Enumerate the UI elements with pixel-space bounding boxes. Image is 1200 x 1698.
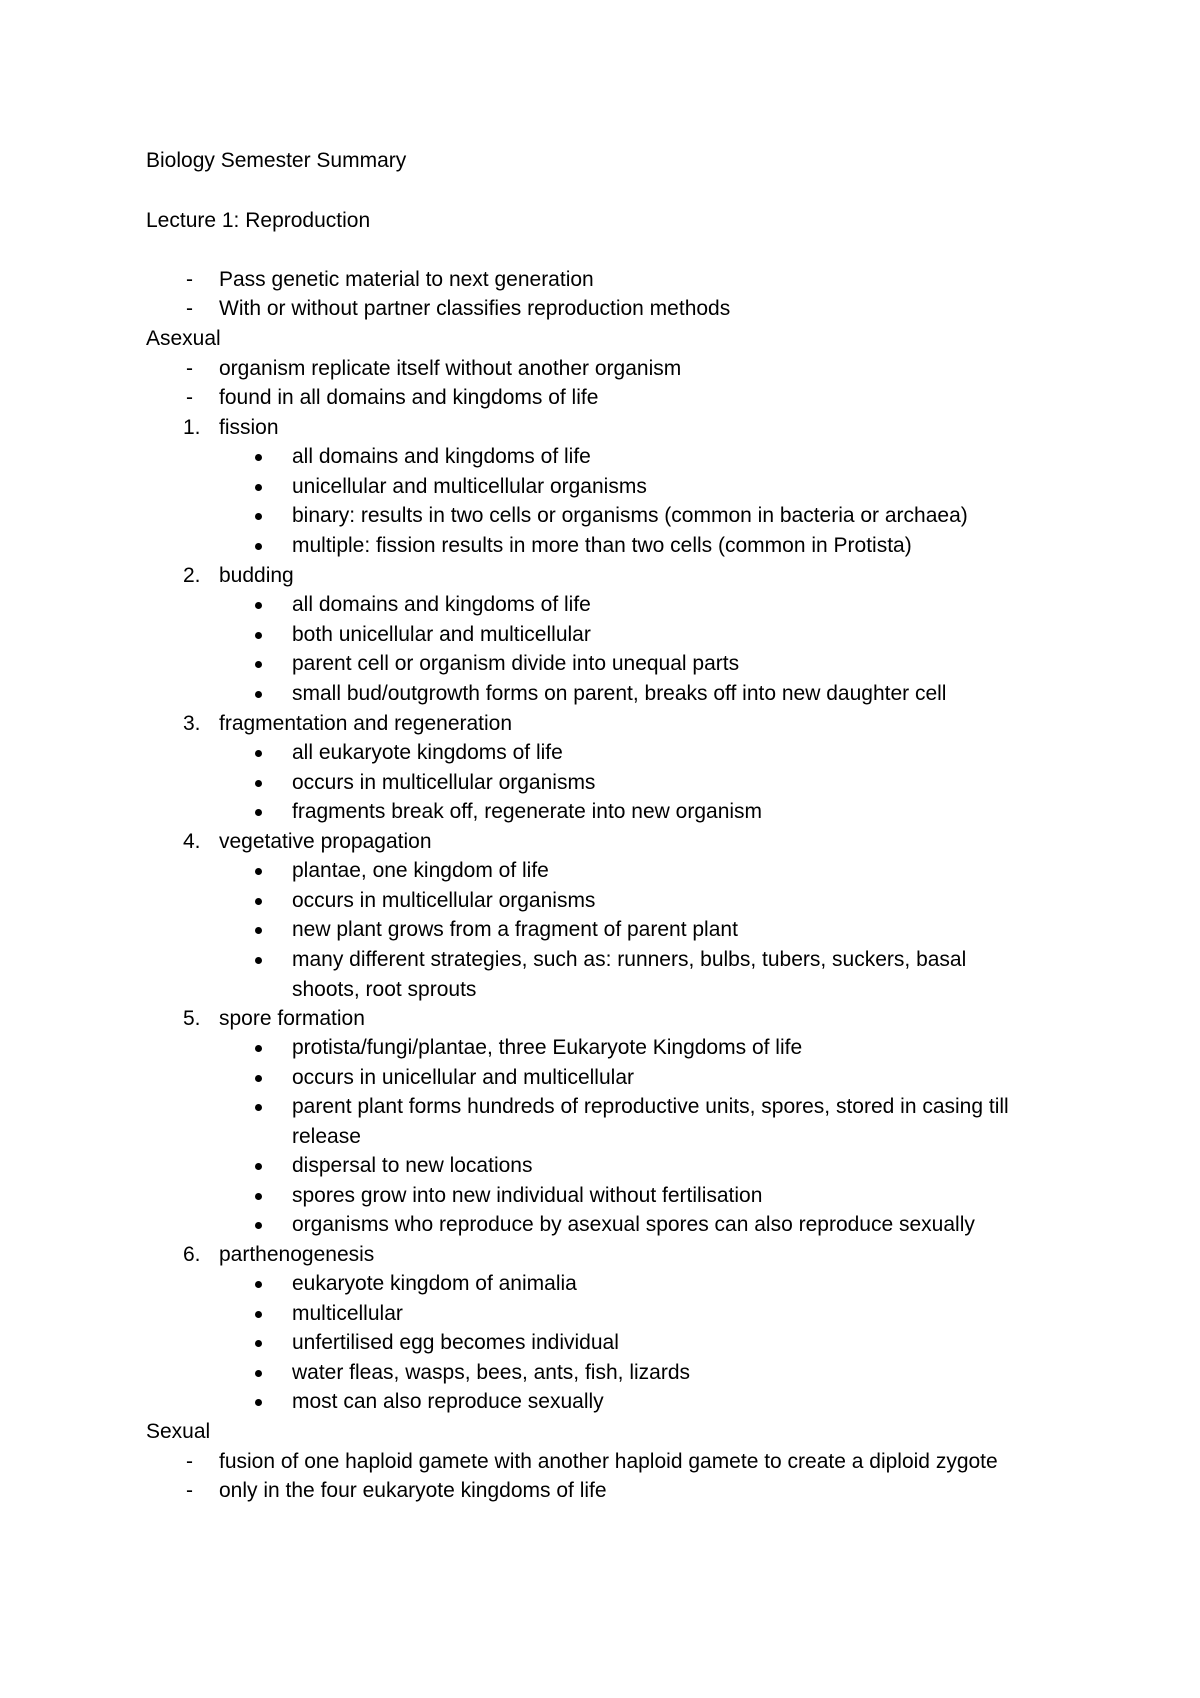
method-bullet: binary: results in two cells or organisms (common in bacteria or archaea) bbox=[292, 504, 968, 527]
bullet-icon bbox=[255, 1281, 262, 1288]
method-bullet: unicellular and multicellular organisms bbox=[292, 475, 647, 498]
method-bullet: small bud/outgrowth forms on parent, breaks off into new daughter cell bbox=[292, 682, 947, 705]
bullet-icon bbox=[255, 780, 262, 787]
intro-point: With or without partner classifies reproduction methods bbox=[219, 297, 731, 320]
dash-marker: - bbox=[186, 297, 193, 320]
method-bullet: all eukaryote kingdoms of life bbox=[292, 741, 563, 764]
method-bullet: occurs in multicellular organisms bbox=[292, 889, 596, 912]
bullet-icon bbox=[255, 513, 262, 520]
method-bullet: spores grow into new individual without fertilisation bbox=[292, 1184, 763, 1207]
lecture-heading: Lecture 1: Reproduction bbox=[146, 209, 371, 232]
asexual-point: organism replicate itself without another organism bbox=[219, 357, 682, 380]
method-bullet: fragments break off, regenerate into new organism bbox=[292, 800, 763, 823]
bullet-icon bbox=[255, 1193, 262, 1200]
bullet-icon bbox=[255, 602, 262, 609]
method-bullet-continuation: shoots, root sprouts bbox=[292, 978, 477, 1001]
dash-marker: - bbox=[186, 1450, 193, 1473]
method-bullet: water fleas, wasps, bees, ants, fish, lizards bbox=[292, 1361, 691, 1384]
method-bullet: occurs in unicellular and multicellular bbox=[292, 1066, 634, 1089]
bullet-icon bbox=[255, 1075, 262, 1082]
method-name: fragmentation and regeneration bbox=[219, 712, 513, 735]
method-name: parthenogenesis bbox=[219, 1243, 375, 1266]
bullet-icon bbox=[255, 898, 262, 905]
section-heading-sexual: Sexual bbox=[146, 1420, 211, 1443]
bullet-icon bbox=[255, 454, 262, 461]
dash-marker: - bbox=[186, 357, 193, 380]
bullet-icon bbox=[255, 1222, 262, 1229]
bullet-icon bbox=[255, 691, 262, 698]
bullet-icon bbox=[255, 1163, 262, 1170]
dash-marker: - bbox=[186, 1479, 193, 1502]
method-bullet: most can also reproduce sexually bbox=[292, 1390, 604, 1413]
method-bullet: all domains and kingdoms of life bbox=[292, 593, 591, 616]
dash-marker: - bbox=[186, 268, 193, 291]
method-name: vegetative propagation bbox=[219, 830, 432, 853]
bullet-icon bbox=[255, 957, 262, 964]
method-number: 5. bbox=[183, 1007, 201, 1030]
method-bullet: organisms who reproduce by asexual spores can also reproduce sexually bbox=[292, 1213, 975, 1236]
method-bullet: dispersal to new locations bbox=[292, 1154, 533, 1177]
method-bullet: many different strategies, such as: runners, bulbs, tubers, suckers, basal bbox=[292, 948, 967, 971]
method-bullet: plantae, one kingdom of life bbox=[292, 859, 549, 882]
bullet-icon bbox=[255, 750, 262, 757]
sexual-point: fusion of one haploid gamete with another haploid gamete to create a diploid zygote bbox=[219, 1450, 998, 1473]
bullet-icon bbox=[255, 632, 262, 639]
method-bullet: unfertilised egg becomes individual bbox=[292, 1331, 619, 1354]
method-number: 4. bbox=[183, 830, 201, 853]
method-number: 1. bbox=[183, 416, 201, 439]
method-bullet: protista/fungi/plantae, three Eukaryote Kingdoms of life bbox=[292, 1036, 803, 1059]
bullet-icon bbox=[255, 1399, 262, 1406]
method-name: fission bbox=[219, 416, 279, 439]
asexual-point: found in all domains and kingdoms of life bbox=[219, 386, 599, 409]
section-heading-asexual: Asexual bbox=[146, 327, 221, 350]
bullet-icon bbox=[255, 1104, 262, 1111]
bullet-icon bbox=[255, 1311, 262, 1318]
bullet-icon bbox=[255, 1045, 262, 1052]
bullet-icon bbox=[255, 543, 262, 550]
bullet-icon bbox=[255, 1340, 262, 1347]
method-number: 6. bbox=[183, 1243, 201, 1266]
method-bullet: occurs in multicellular organisms bbox=[292, 771, 596, 794]
method-name: spore formation bbox=[219, 1007, 365, 1030]
bullet-icon bbox=[255, 661, 262, 668]
method-bullet: both unicellular and multicellular bbox=[292, 623, 591, 646]
method-number: 3. bbox=[183, 712, 201, 735]
method-bullet-continuation: release bbox=[292, 1125, 361, 1148]
method-number: 2. bbox=[183, 564, 201, 587]
bullet-icon bbox=[255, 1370, 262, 1377]
method-bullet: multiple: fission results in more than two cells (common in Protista) bbox=[292, 534, 912, 557]
bullet-icon bbox=[255, 484, 262, 491]
document-title: Biology Semester Summary bbox=[146, 149, 407, 172]
method-bullet: new plant grows from a fragment of parent plant bbox=[292, 918, 738, 941]
method-name: budding bbox=[219, 564, 294, 587]
intro-point: Pass genetic material to next generation bbox=[219, 268, 594, 291]
bullet-icon bbox=[255, 927, 262, 934]
method-bullet: multicellular bbox=[292, 1302, 403, 1325]
dash-marker: - bbox=[186, 386, 193, 409]
method-bullet: all domains and kingdoms of life bbox=[292, 445, 591, 468]
method-bullet: parent cell or organism divide into unequal parts bbox=[292, 652, 740, 675]
method-bullet: eukaryote kingdom of animalia bbox=[292, 1272, 577, 1295]
bullet-icon bbox=[255, 868, 262, 875]
method-bullet: parent plant forms hundreds of reproductive units, spores, stored in casing till bbox=[292, 1095, 1009, 1118]
bullet-icon bbox=[255, 809, 262, 816]
sexual-point: only in the four eukaryote kingdoms of life bbox=[219, 1479, 607, 1502]
